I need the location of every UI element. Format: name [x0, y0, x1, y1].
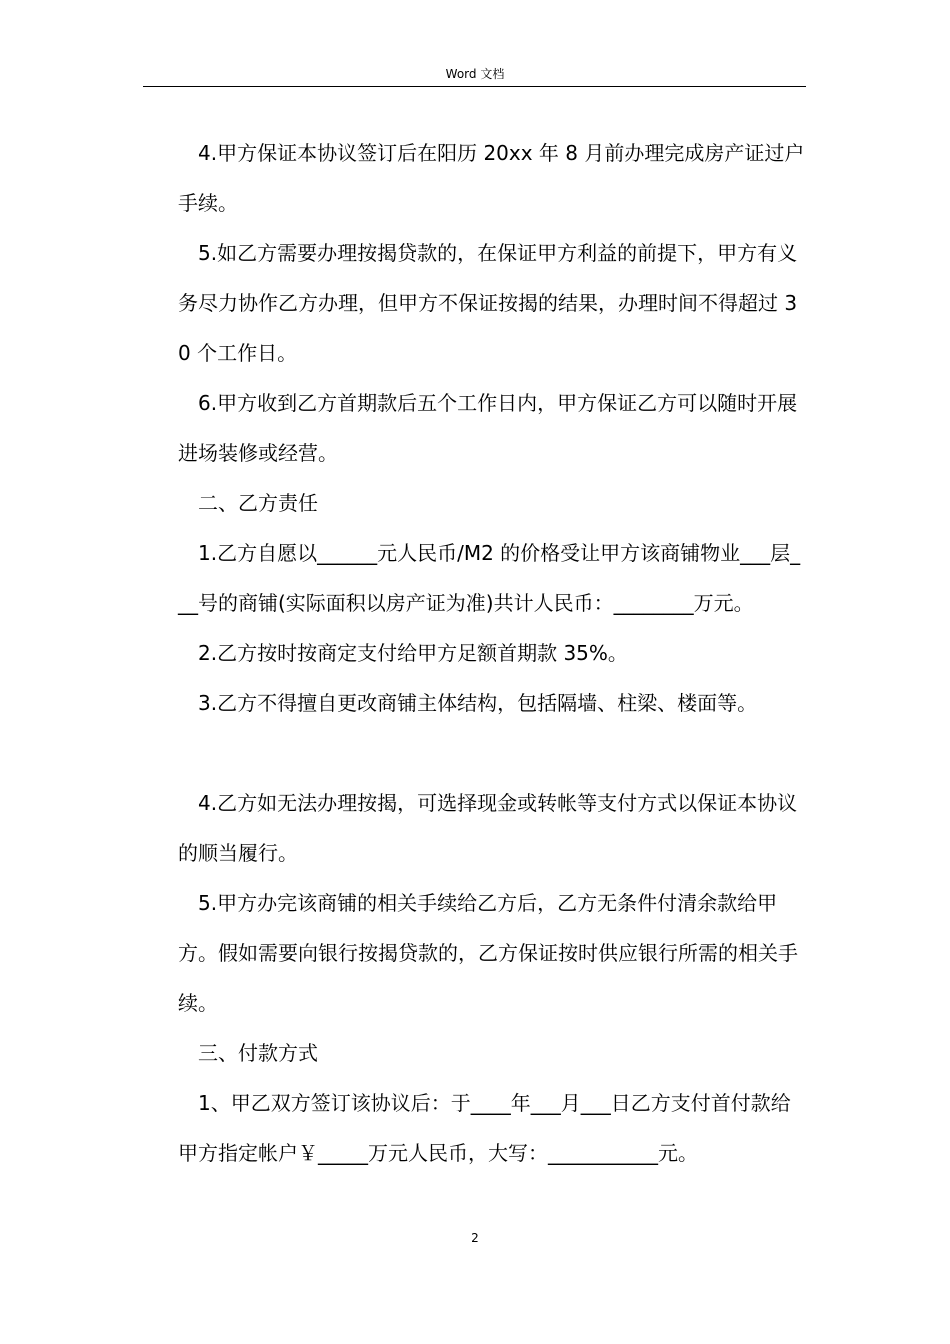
- paragraph: 5.甲方办完该商铺的相关手续给乙方后，乙方无条件付清余款给甲方。假如需要向银行按揭贷款的，乙方保证按时供应银行所需的相关手续。: [178, 891, 798, 1015]
- paragraph: 1、甲乙双方签订该协议后：于____年___月___日乙方支付首付款给甲方指定帐户￥_____万元人民币，大写：___________元。: [178, 1091, 791, 1165]
- paragraph: 1.乙方自愿以______元人民币/M2 的价格受让甲方该商铺物业___层___号的商铺(实际面积以房产证为准)共计人民币：________万元。: [178, 541, 801, 615]
- paragraph: 2.乙方按时按商定支付给甲方足额首期款 35%。: [198, 641, 628, 665]
- paragraph: 4.乙方如无法办理按揭，可选择现金或转帐等支付方式以保证本协议的顺当履行。: [178, 791, 798, 865]
- paragraph: 4.甲方保证本协议签订后在阳历 20xx 年 8 月前办理完成房产证过户手续。: [178, 141, 805, 215]
- paragraph: 6.甲方收到乙方首期款后五个工作日内，甲方保证乙方可以随时开展进场装修或经营。: [178, 391, 798, 465]
- spacer: [178, 728, 806, 778]
- header-divider: [143, 86, 806, 87]
- page-number: 2: [471, 1231, 479, 1245]
- section-heading: 二、乙方责任: [198, 491, 318, 515]
- paragraph: 5.如乙方需要办理按揭贷款的，在保证甲方利益的前提下，甲方有义务尽力协作乙方办理，但甲方不保证按揭的结果，办理时间不得超过 30 个工作日。: [178, 241, 798, 365]
- page-header: Word 文档: [445, 67, 505, 81]
- section-heading: 三、付款方式: [198, 1041, 318, 1065]
- document-body: [178, 128, 806, 1178]
- paragraph: 3.乙方不得擅自更改商铺主体结构，包括隔墙、柱梁、楼面等。: [198, 691, 758, 715]
